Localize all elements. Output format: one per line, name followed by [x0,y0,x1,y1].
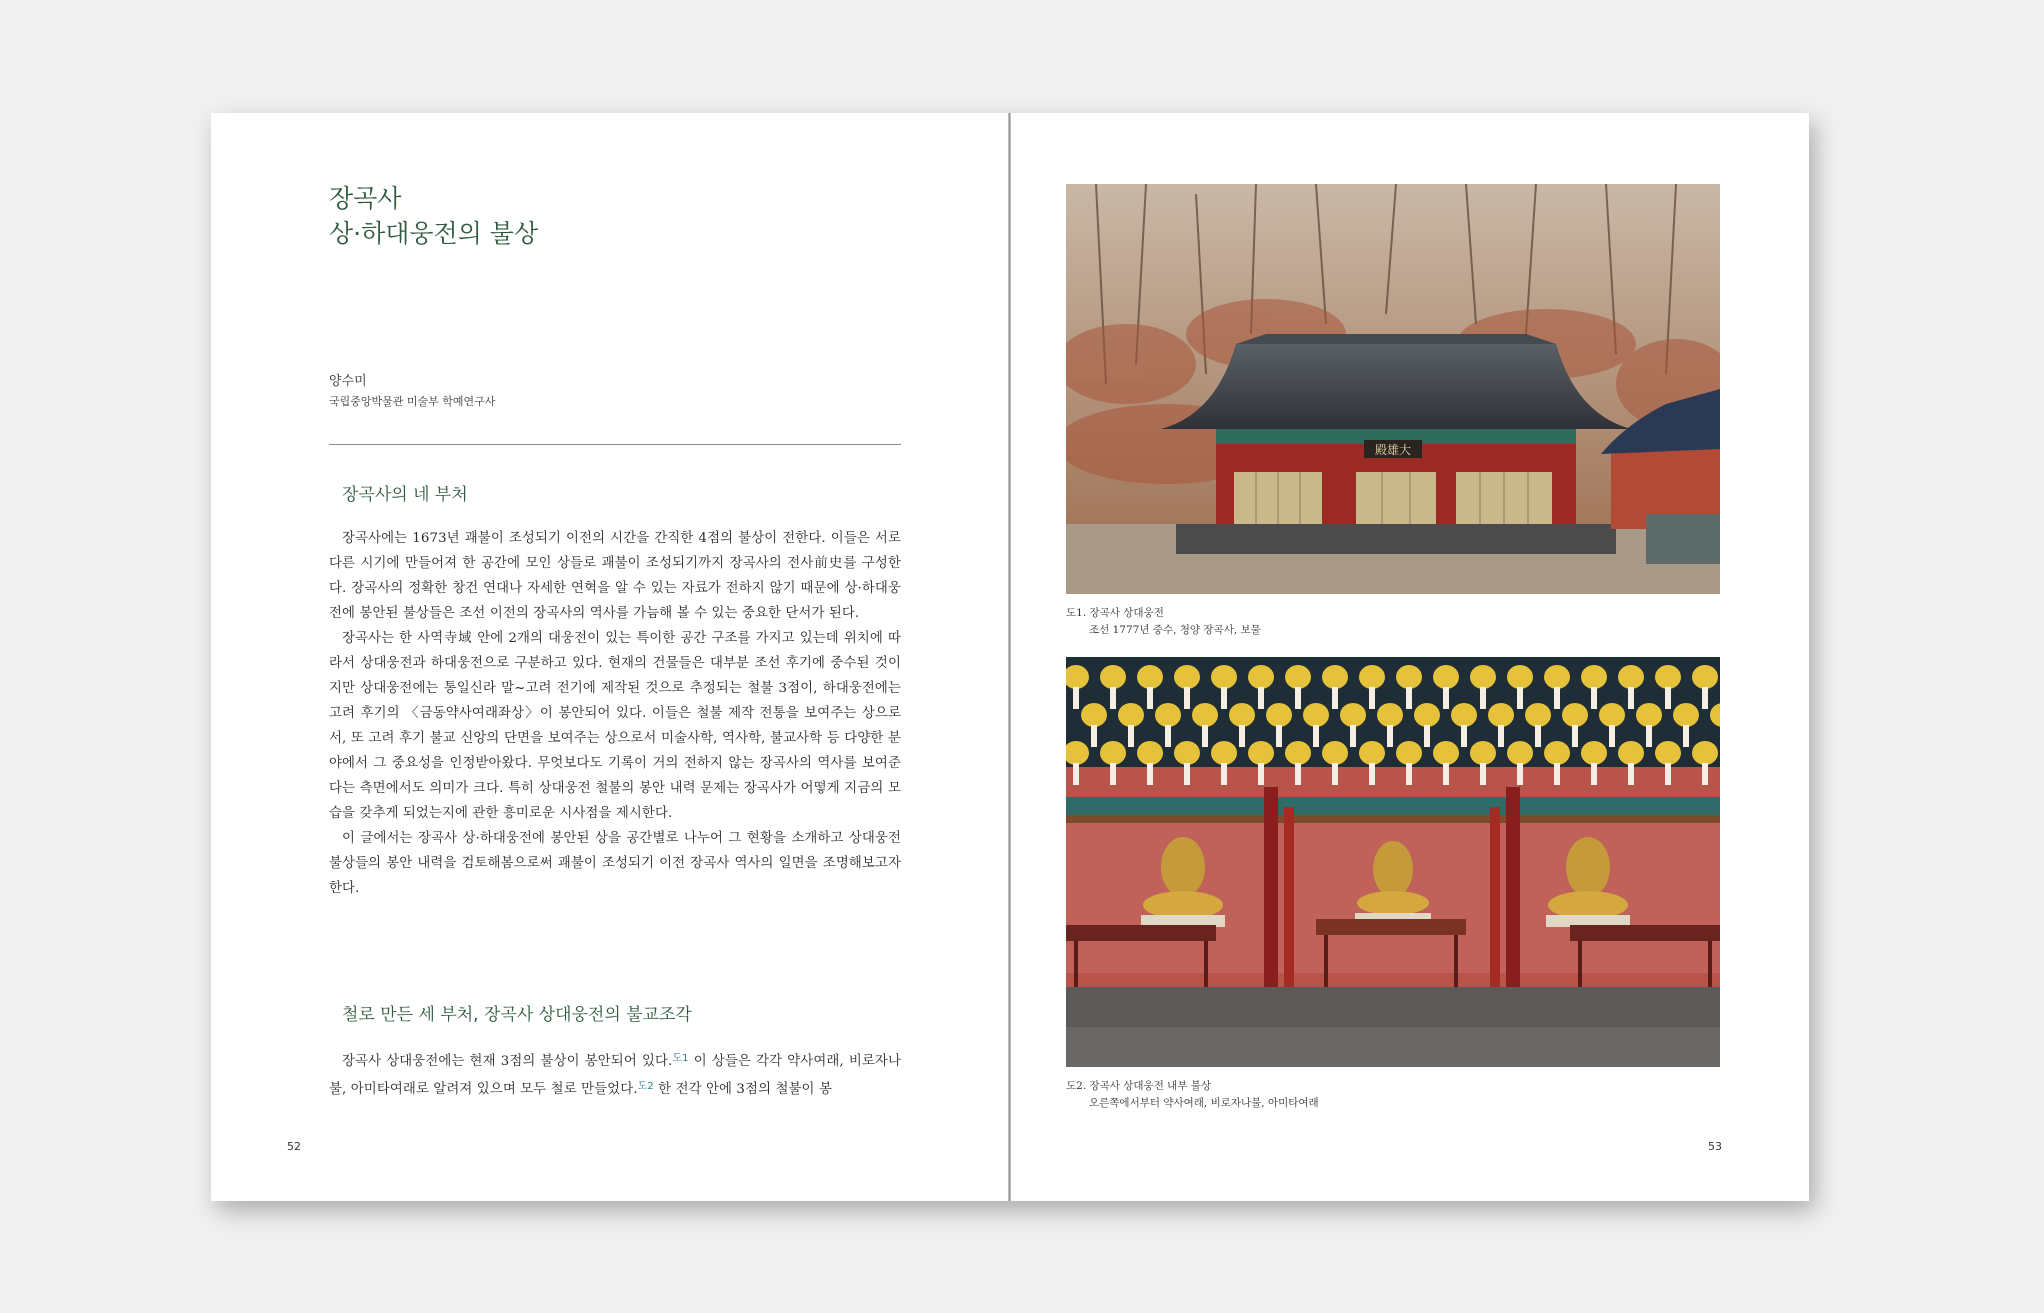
paragraph-4 [329,1046,901,1102]
signboard-text: 殿雄大 [1374,443,1412,457]
figure-ref-2[interactable]: 도2 [637,1081,654,1092]
paragraph-4-text-b: 이 상들은 각각 약사여래, 비로자나불, 아미타여래로 알려져 있으며 모두 철로 만들었다. [329,1054,902,1097]
author-name: 양수미 [329,374,367,389]
right-page [1011,113,1809,1201]
figure-1-caption-detail: 조선 1777년 중수, 청양 장곡사, 보물 [1089,624,1261,636]
figure-2-caption [1066,1078,1319,1112]
author-affiliation: 국립중앙박물관 미술부 학예연구사 [329,395,496,408]
section-heading-1: 장곡사의 네 부처 [342,485,468,505]
divider-rule [329,444,901,445]
paragraph-4-text-c: 한 전각 안에 3점의 철불이 봉 [653,1082,832,1097]
page-number-left: 52 [287,1140,301,1153]
temple-interior-illustration [1066,657,1720,1067]
paragraph-3: 이 글에서는 장곡사 상·하대웅전에 봉안된 상을 공간별로 나누어 그 현황을 소개하고 상대웅전 불상들의 봉안 내력을 검토해봄으로써 괘불이 조성되기 이전 장곡사 역사의 일면을 조명해보고자 한다. [329,831,901,896]
figure-1-caption [1066,605,1261,639]
article-title [329,181,538,251]
author-block [329,373,495,410]
title-line-2: 상·하대웅전의 불상 [329,219,539,248]
figure-ref-1[interactable]: 도1 [672,1053,689,1064]
temple-exterior-illustration [1066,184,1720,594]
book-spread [211,113,1809,1201]
paragraph-1: 장곡사에는 1673년 괘불이 조성되기 이전의 시간을 간직한 4점의 불상이 전한다. 이들은 서로 다른 시기에 만들어져 한 공간에 모인 상들로 괘불이 조성되기까지 장곡사의 전사前史를 구성한다. 장곡사의 정확한 창건 연대나 자세한 연혁을 알 수 있는 자료가 전하지 않기 때문에 상·하대웅전에 봉안된 불상들은 조선 이전의 장곡사의 역사를 가늠해 볼 수 있는 중요한 단서가 된다. [329,531,901,621]
temple-interior-photo [1066,657,1720,1067]
page-number-right: 53 [1708,1140,1722,1153]
temple-exterior-photo [1066,184,1720,594]
section-1-body [329,526,901,901]
section-heading-2: 철로 만든 세 부처, 장곡사 상대웅전의 불교조각 [342,1005,692,1025]
section-2-body [329,1046,901,1102]
figure-1-caption-title: 도1. 장곡사 상대웅전 [1066,607,1164,619]
figure-2-caption-title: 도2. 장곡사 상대웅전 내부 불상 [1066,1080,1212,1092]
title-line-1: 장곡사 [329,184,402,213]
paragraph-2: 장곡사는 한 사역寺域 안에 2개의 대웅전이 있는 특이한 공간 구조를 가지고 있는데 위치에 따라서 상대웅전과 하대웅전으로 구분하고 있다. 현재의 건물들은 대부분 조선 후기에 중수된 것이지만 상대웅전에는 통일신라 말~고려 전기에 제작된 것으로 추정되는 철불 3점이, 하대웅전에는 고려 후기의 〈금동약사여래좌상〉이 봉안되어 있다. 이들은 철불 제작 전통을 보여주는 상으로서, 또 고려 후기 불교 신앙의 단면을 보여주는 상으로서 미술사학, 역사학, 불교사학 등 다양한 분야에서 그 중요성을 인정받아왔다. 무엇보다도 기록이 거의 전하지 않는 장곡사의 역사를 보여준다는 측면에서도 의미가 크다. 특히 상대웅전 철불의 봉안 내력 문제는 장곡사가 어떻게 지금의 모습을 갖추게 되었는지에 관한 흥미로운 시사점을 제시한다. [329,631,901,821]
figure-2-caption-detail: 오른쪽에서부터 약사여래, 비로자나불, 아미타여래 [1089,1097,1319,1109]
left-page [211,113,1009,1201]
paragraph-4-text-a: 장곡사 상대웅전에는 현재 3점의 불상이 봉안되어 있다. [342,1054,673,1069]
